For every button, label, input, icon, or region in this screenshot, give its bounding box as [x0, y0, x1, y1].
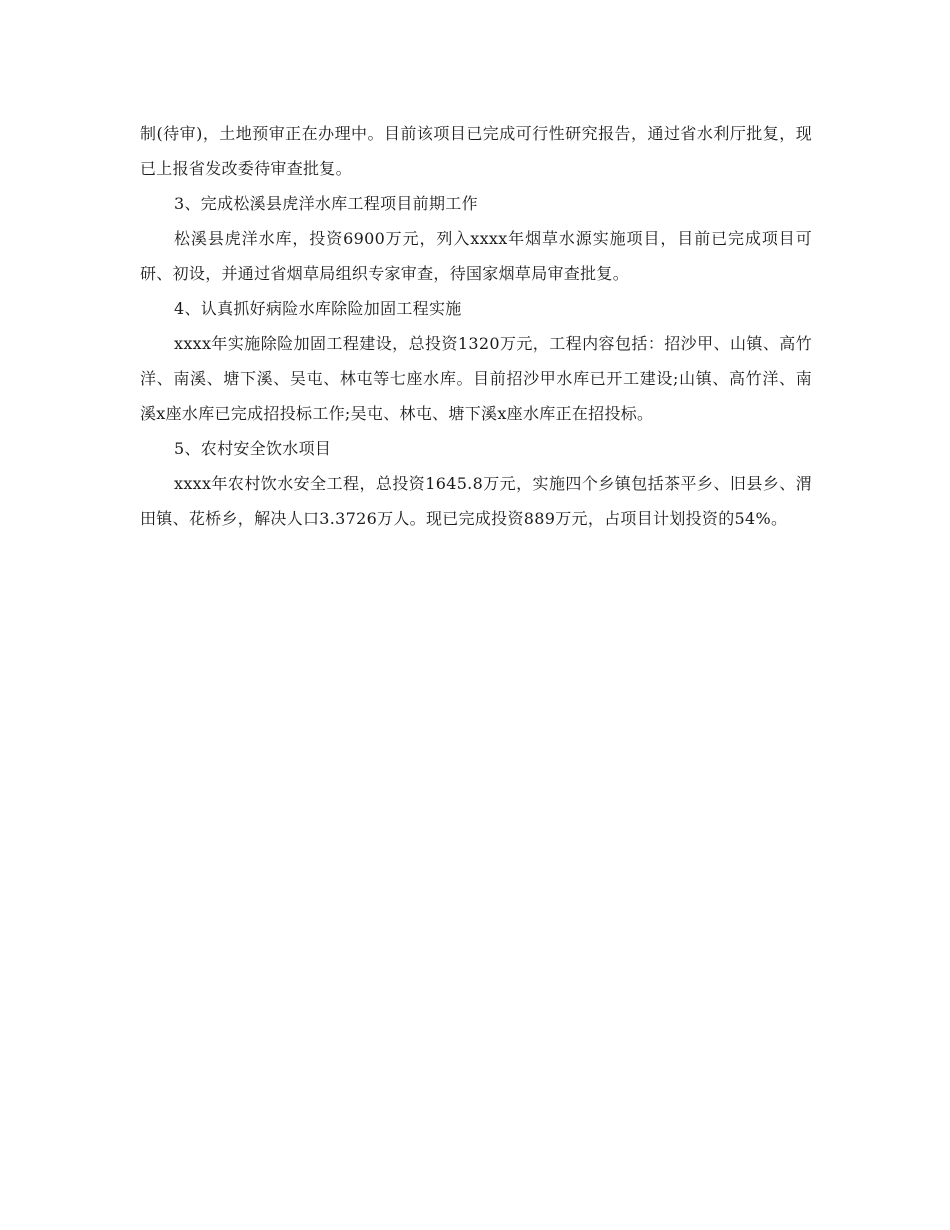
- section-heading-3: 3、完成松溪县虎洋水库工程项目前期工作: [174, 194, 478, 213]
- paragraph-rural-drinking-water: xxxx年农村饮水安全工程，总投资1645.8万元，实施四个乡镇包括茶平乡、旧县乡、渭田镇、花桥乡，解决人口3.3726万人。现已完成投资889万元，占项目计划投资的54%。: [140, 474, 812, 528]
- paragraph-continued: 制(待审)，土地预审正在办理中。目前该项目已完成可行性研究报告，通过省水利厅批复，现已上报省发改委待审查批复。: [140, 124, 812, 178]
- paragraph-reservoir-reinforcement: xxxx年实施除险加固工程建设，总投资1320万元，工程内容包括：招沙甲、山镇、高竹洋、南溪、塘下溪、吴屯、林屯等七座水库。目前招沙甲水库已开工建设;山镇、高竹洋、南溪x座水库已完成招投标工作;吴屯、林屯、塘下溪x座水库正在招投标。: [140, 334, 812, 423]
- paragraph-huyang-reservoir: 松溪县虎洋水库，投资6900万元，列入xxxx年烟草水源实施项目，目前已完成项目可研、初设，并通过省烟草局组织专家审查，待国家烟草局审查批复。: [140, 229, 812, 283]
- section-heading-4: 4、认真抓好病险水库除险加固工程实施: [174, 299, 462, 318]
- section-heading-5: 5、农村安全饮水项目: [174, 439, 332, 458]
- document-body: [140, 116, 812, 536]
